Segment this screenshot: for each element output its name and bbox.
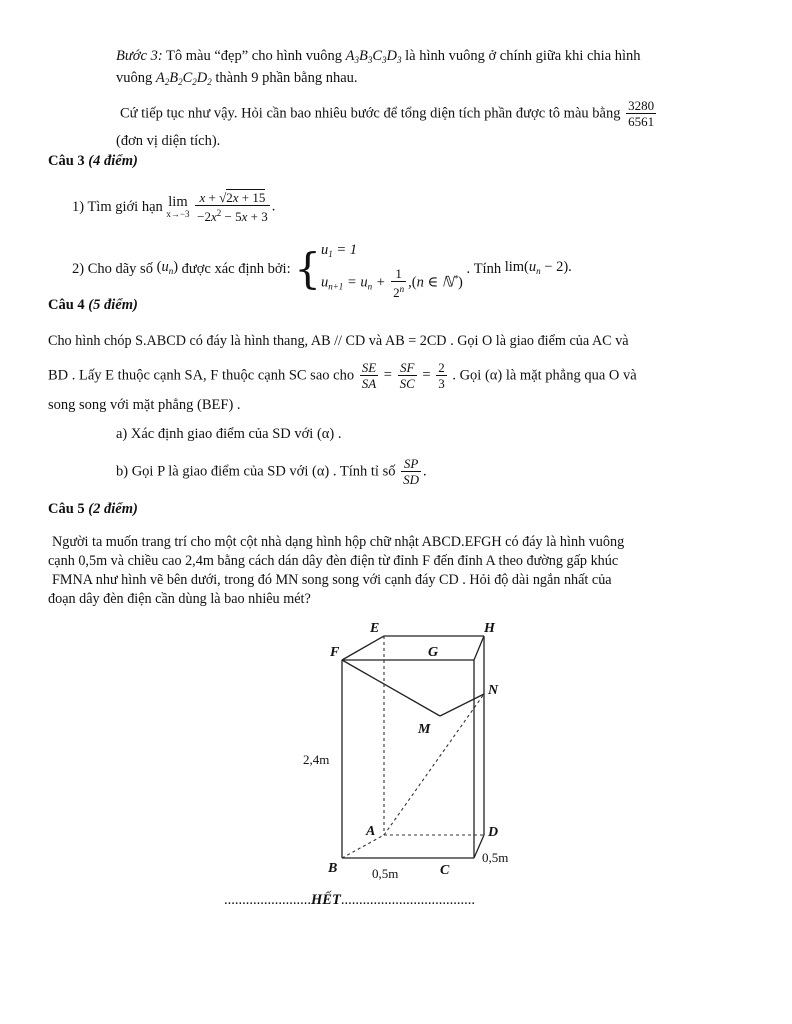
q4-line3: song song với mặt phẳng (BEF) . [48,397,241,413]
step3-unit: (đơn vị diện tích). [116,133,221,149]
step3-label: Bước 3: [116,48,163,64]
vertex-B-label: B [328,861,338,876]
q3-heading: Câu 3 (4 điểm) [48,153,138,169]
q4-part-a: a) Xác định giao điểm của SD với (α) . [116,426,342,442]
q4-heading: Câu 4 (5 điểm) [48,297,138,313]
q4-line1: Cho hình chóp S.ABCD có đáy là hình thang, AB // CD và AB = 2CD . Gọi O là giao điểm của AC và [48,333,629,349]
step3-line1: Bước 3: Tô màu “đẹp” cho hình vuông $A_3B_3C_3D_3$ là hình vuông ở chính giữa khi chia hình [116,48,641,65]
q5-line2: cạnh 0,5m và chiều cao 2,4m bằng cách dán dây đèn điện từ đỉnh F đến đỉnh A theo đường gấp khúc [48,553,619,569]
vertex-D-label: D [488,825,499,840]
q3-part1: 1) Tìm giới hạn lim x→−3 $\frac{x + √2x + 15}{-2x^2 - 5x + 3}$ . [72,190,276,224]
step3-line1-b: là hình vuông ở chính giữa khi chia hình [405,48,641,64]
base-cd-label: 0,5m [482,850,509,865]
base-bc-label: 0,5m [372,866,399,881]
step3-line1-a: Tô màu “đẹp” cho hình vuông [166,48,342,64]
q5-line1: Người ta muốn trang trí cho một cột nhà dạng hình hộp chữ nhật ABCD.EFGH có đáy là hình vuông [52,534,625,550]
vertex-F-label: F [330,645,340,660]
vertex-C-label: C [440,863,450,878]
limit-expression: $\frac{x + √2x + 15}{-2x^2 - 5x + 3}$ [197,190,268,224]
q4-line2: BD . Lấy E thuộc cạnh SA, F thuộc cạnh SC sao cho $\frac{SE}{SA}$ = $\frac{SF}{SC}$ = $\frac{2}{3}$ . Gọi (α) là mặt phẳng qua O và [48,360,637,391]
vertex-A-label: A [366,824,376,839]
q5-line4: đoạn dây đèn điện cần dùng là bao nhiêu mét? [48,591,311,607]
point-M-label: M [418,722,431,737]
end-marker: ........................HẾT..................................... [224,892,475,908]
q3-part2: 2) Cho dãy số $(u_n)$ được xác định bởi: {$u_1 = 1$ $u_{n+1} = u_n$ + $\frac{1}{2^n}$ ,(n ∈ ℕ*) . Tính $\lim(u_n - 2)$. [72,242,572,300]
vertex-E-label: E [370,621,380,636]
q4-part-b: b) Gọi P là giao điểm của SD với (α) . Tính tỉ số $\frac{SP}{SD}$ . [116,456,427,487]
q5-line3: FMNA như hình vẽ bên dưới, trong đó MN song song với cạnh đáy CD . Hỏi độ dài ngắn nhất của [52,572,612,588]
fraction-3280-6561: $\frac{3280}{6561}$ [628,98,655,129]
point-N-label: N [488,683,499,698]
step3-question: Cứ tiếp tục như vậy. Hỏi cần bao nhiêu bước để tổng diện tích phần được tô màu bằng $\frac{3280}{6561}$ [120,98,655,129]
height-label: 2,4m [303,752,330,767]
vertex-H-label: H [484,621,495,636]
step3-line2: vuông $A_2B_2C_2D_2$ thành 9 phần bằng nhau. [116,70,358,87]
q5-heading: Câu 5 (2 điểm) [48,501,138,517]
vertex-G-label: G [428,645,439,660]
